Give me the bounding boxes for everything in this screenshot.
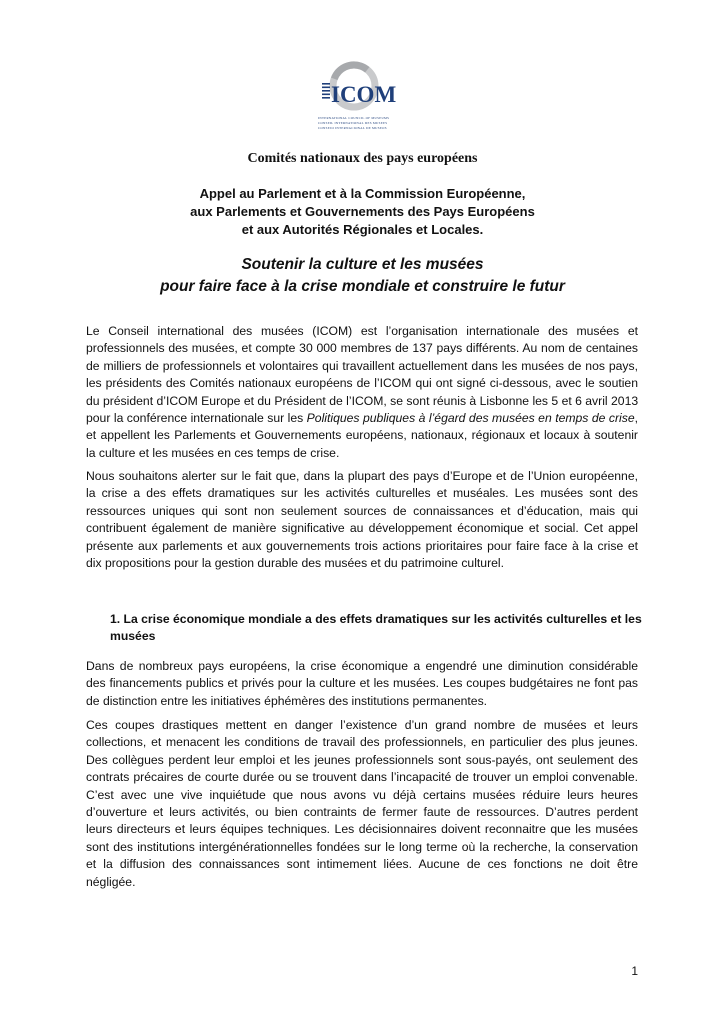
- text-line: négligée.: [86, 874, 136, 889]
- appeal-line: aux Parlements et Gouvernements des Pays Européens: [190, 204, 535, 219]
- document-title: [0, 254, 725, 298]
- text-line: du président d’ICOM Europe et du Président de l’ICOM, se sont réunis à Lisbonne les 5 et 6 avril 2013: [86, 393, 639, 408]
- text-line: et la diffusion des connaissances sont intimement liées. Aucune de ces fonctions ne doit être: [86, 857, 638, 872]
- text-line: et appellent les Parlements et Gouvernements européens, nationaux, régionaux et locaux à soutenir: [86, 428, 638, 443]
- committees-heading: Comités nationaux des pays européens: [247, 151, 478, 166]
- cuts-paragraph: [86, 717, 638, 891]
- text-line: de distinction entre les initiatives éphémères des institutions permanentes.: [86, 693, 488, 708]
- text-line: ressources uniques qui sont non seulement sources de connaissances et d’éducation, mais qui: [86, 503, 638, 518]
- text-line: Ces coupes drastiques mettent en danger l’existence d’un grand nombre de musées et leurs: [86, 718, 638, 732]
- text-line: de milliers de professionnels et volontaires qui travaillent actuellement dans les musées de nos pays,: [86, 358, 638, 373]
- page-number: 1: [631, 964, 638, 978]
- text-line: la crise a des effets dramatiques sur les activités culturelles et muséales. Les musées sont des: [86, 486, 638, 501]
- logo-subtitle-en: INTERNATIONAL COUNCIL OF MUSEUMS: [318, 116, 390, 120]
- text-segment: pour la conférence internationale sur les: [86, 411, 307, 426]
- appeal-line: Appel au Parlement et à la Commission Européenne,: [199, 186, 526, 201]
- icom-logo: [318, 58, 410, 132]
- text-line: Dans de nombreux pays européens, la crise économique a engendré une diminution considérable: [86, 659, 638, 673]
- section-1-heading: [86, 611, 642, 646]
- text-line: contribuent également de manière significative au développement économique et social. Cet appel: [86, 521, 638, 536]
- text-line: présente aux parlements et aux gouvernements trois actions prioritaires pour faire face à la crise et: [86, 538, 638, 553]
- text-line: Le Conseil international des musées (ICOM) est l’organisation internationale des musées et: [86, 324, 638, 338]
- text-line: [86, 410, 638, 427]
- text-line: contrats précaires de courte durée ou se trouvent dans l’incapacité de trouver un emploi convenable.: [86, 770, 638, 785]
- alert-paragraph: [86, 468, 638, 572]
- logo-subtitle-es: CONSEJO INTERNACIONAL DE MUSEOS: [318, 126, 387, 130]
- icom-logo-graphic: [318, 58, 410, 114]
- text-line: professionnels des musées, et compte 30 000 membres de 137 pays différents. Au nom de centaines: [86, 341, 638, 356]
- appeal-heading: [0, 185, 725, 239]
- text-line: leurs directeurs et leurs équipes techniques. Les décisionnaires doivent reconnaitre que les musées: [86, 822, 638, 837]
- text-line: la culture et les musées en ces temps de crise.: [86, 445, 340, 460]
- text-line: C’est avec une vive inquiétude que nous avons vu déjà certains musées réduire leurs heures: [86, 787, 638, 802]
- icom-logo-text: ICOM: [331, 82, 397, 107]
- text-line: dix propositions pour la gestion durable des musées et du patrimoine culturel.: [86, 556, 504, 571]
- crisis-paragraph: [86, 658, 638, 710]
- text-line: Des collègues perdent leur emploi et les jeunes professionnels sont sous-payés, ont seulement des: [86, 752, 638, 767]
- text-line: sont des institutions intergénérationnelles fondées sur le long terme où la recherche, la conservation: [86, 839, 638, 854]
- title-line: pour faire face à la crise mondiale et construire le futur: [160, 278, 565, 295]
- conference-title: Politiques publiques à l’égard des musées en temps de crise: [306, 411, 635, 426]
- text-line: Nous souhaitons alerter sur le fait que, dans la plupart des pays d’Europe et de l’Union européenne,: [86, 469, 638, 483]
- appeal-line: et aux Autorités Régionales et Locales.: [241, 222, 484, 237]
- text-line: des financements publics et privés pour la culture et les musées. Les coupes budgétaires ne font pas: [86, 676, 638, 691]
- logo-subtitle-fr: CONSEIL INTERNATIONAL DES MUSEES: [318, 121, 388, 125]
- text-line: collections, et menacent les conditions de travail des professionnels, en particulier des plus jeunes.: [86, 735, 638, 750]
- text-line: d’ouverture et leurs activités, ou bien contraints de fermer faute de ressources. D’autres perdent: [86, 805, 638, 820]
- text-line: les présidents des Comités nationaux européens de l’ICOM qui ont signé ci-dessous, avec le soutien: [86, 376, 638, 391]
- text-segment: ,: [634, 411, 639, 426]
- heading-line: 1. La crise économique mondiale a des effets dramatiques sur les activités culturelles et les: [110, 612, 642, 626]
- intro-paragraph: [86, 323, 638, 462]
- title-line: Soutenir la culture et les musées: [241, 256, 484, 273]
- heading-line: musées: [110, 629, 156, 644]
